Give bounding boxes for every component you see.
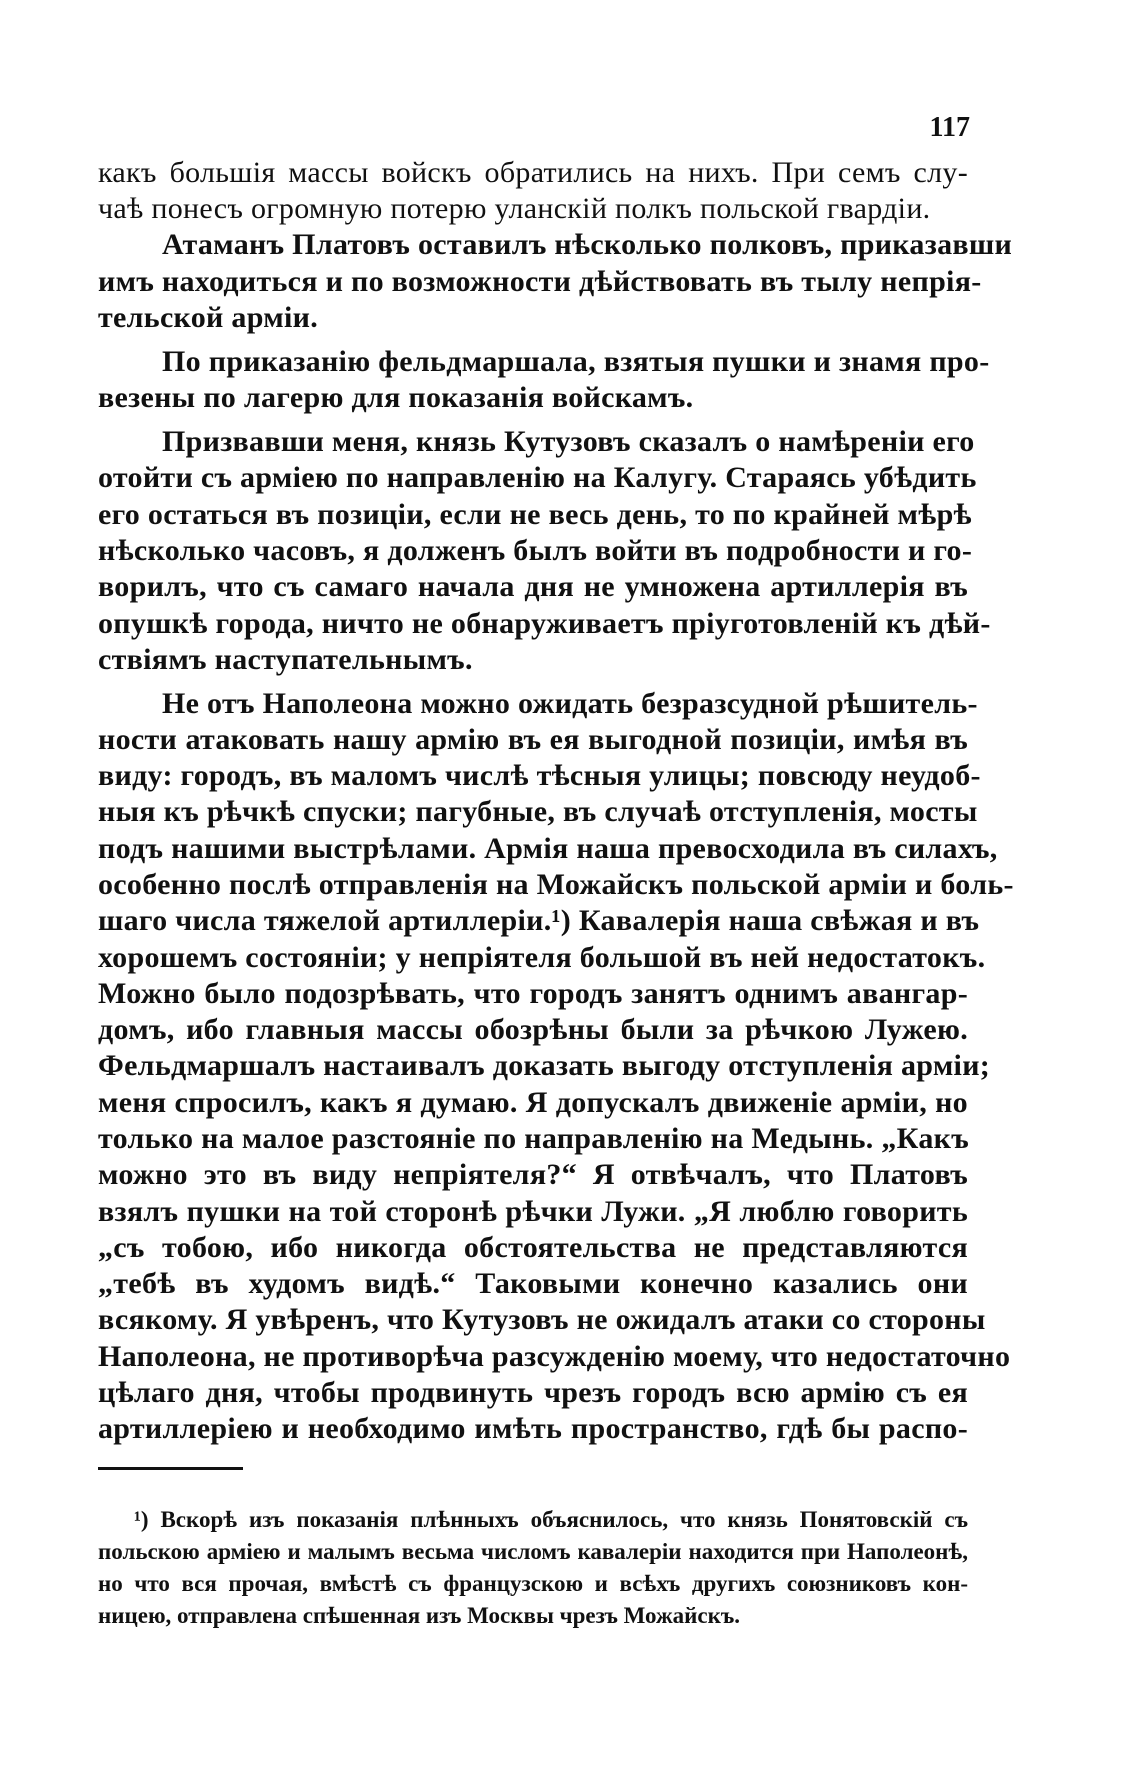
text-line: ныя къ рѣчкѣ спуски; пагубные, въ случаѣ отступленія, мосты (98, 795, 978, 828)
text-line: хорошемъ состояніи; у непріятеля большой въ ней недостатокъ. (98, 941, 986, 974)
text-line: только на малое разстояніе по направленію на Медынь. „Какъ (98, 1122, 969, 1155)
footnote-line: но что вся прочая, вмѣстѣ съ французскою и всѣхъ другихъ союзниковъ кон- (98, 1571, 968, 1596)
text-line: отойти съ арміею по направленію на Калугу. Стараясь убѣдить (98, 461, 977, 494)
footnote-line: ¹) Вскорѣ изъ показанія плѣнныхъ объяснилось, что князь Понятовскій съ (134, 1507, 968, 1532)
text-line: „тебѣ въ худомъ видѣ.“ Таковыми конечно казались они (98, 1267, 968, 1300)
text-line: тельской арміи. (98, 301, 319, 334)
text-line: имъ находиться и по возможности дѣйствовать въ тылу непрія- (98, 265, 982, 298)
text-line: артиллеріею и необходимо имѣть пространство, гдѣ бы распо- (98, 1412, 968, 1445)
text-line: Призвавши меня, князь Кутузовъ сказалъ о намѣреніи его (162, 425, 975, 458)
text-line: можно это въ виду непріятеля?“ Я отвѣчалъ, что Платовъ (98, 1158, 968, 1191)
text-line: Фельдмаршалъ настаивалъ доказать выгоду отступленія арміи; (98, 1049, 991, 1082)
text-line: какъ большія массы войскъ обратились на нихъ. При семъ слу- (98, 156, 968, 189)
text-line: особенно послѣ отправленія на Можайскъ польской арміи и боль- (98, 868, 1014, 901)
text-line: меня спросилъ, какъ я думаю. Я допускалъ движеніе арміи, но (98, 1086, 968, 1119)
text-line: всякому. Я увѣренъ, что Кутузовъ не ожидалъ атаки со стороны (98, 1303, 986, 1336)
text-line: его остаться въ позиціи, если не весь день, то по крайней мѣрѣ (98, 498, 972, 531)
text-line: Можно было подозрѣвать, что городъ занятъ однимъ авангар- (98, 977, 968, 1010)
text-line: Атаманъ Платовъ оставилъ нѣсколько полковъ, приказавши (162, 228, 1013, 261)
text-line: шаго числа тяжелой артиллеріи.¹) Кавалерія наша свѣжая и въ (98, 904, 980, 937)
text-line: везены по лагерю для показанія войскамъ. (98, 381, 694, 414)
text-line: ности атаковать нашу армію въ ея выгодной позиціи, имѣя въ (98, 723, 968, 756)
text-line: опушкѣ города, ничто не обнаруживаетъ пріуготовленій къ дѣй- (98, 607, 991, 640)
text-line: домъ, ибо главныя массы обозрѣны были за рѣчкою Лужею. (98, 1013, 968, 1046)
page-number: 117 (929, 112, 970, 143)
text-line: По приказанію фельдмаршала, взятыя пушки и знамя про- (162, 345, 990, 378)
text-line: виду: городъ, въ маломъ числѣ тѣсныя улицы; повсюду неудоб- (98, 759, 981, 792)
footnote-line: ницею, отправлена спѣшенная изъ Москвы чрезъ Можайскъ. (98, 1603, 741, 1628)
text-line: чаѣ понесъ огромную потерю уланскій полкъ польской гвардіи. (98, 192, 931, 225)
text-line: взялъ пушки на той сторонѣ рѣчки Лужи. „Я люблю говорить (98, 1195, 968, 1228)
footnote-line: польскою арміею и малымъ весьма числомъ кавалеріи находится при Наполеонѣ, (98, 1539, 968, 1564)
footnote-divider (98, 1467, 243, 1470)
text-line: подъ нашими выстрѣлами. Армія наша превосходила въ силахъ, (98, 832, 998, 865)
text-line: ствіямъ наступательнымъ. (98, 643, 473, 676)
text-line: нѣсколько часовъ, я долженъ былъ войти въ подробности и го- (98, 534, 973, 567)
text-line: Не отъ Наполеона можно ожидать безразсудной рѣшитель- (162, 687, 978, 720)
text-line: цѣлаго дня, чтобы продвинуть чрезъ городъ всю армію съ ея (98, 1376, 968, 1409)
text-line: ворилъ, что съ самаго начала дня не умножена артиллерія въ (98, 570, 968, 603)
text-line: „съ тобою, ибо никогда обстоятельства не представляются (98, 1231, 968, 1264)
text-line: Наполеона, не противорѣча разсужденію моему, что недостаточно (98, 1340, 1011, 1373)
